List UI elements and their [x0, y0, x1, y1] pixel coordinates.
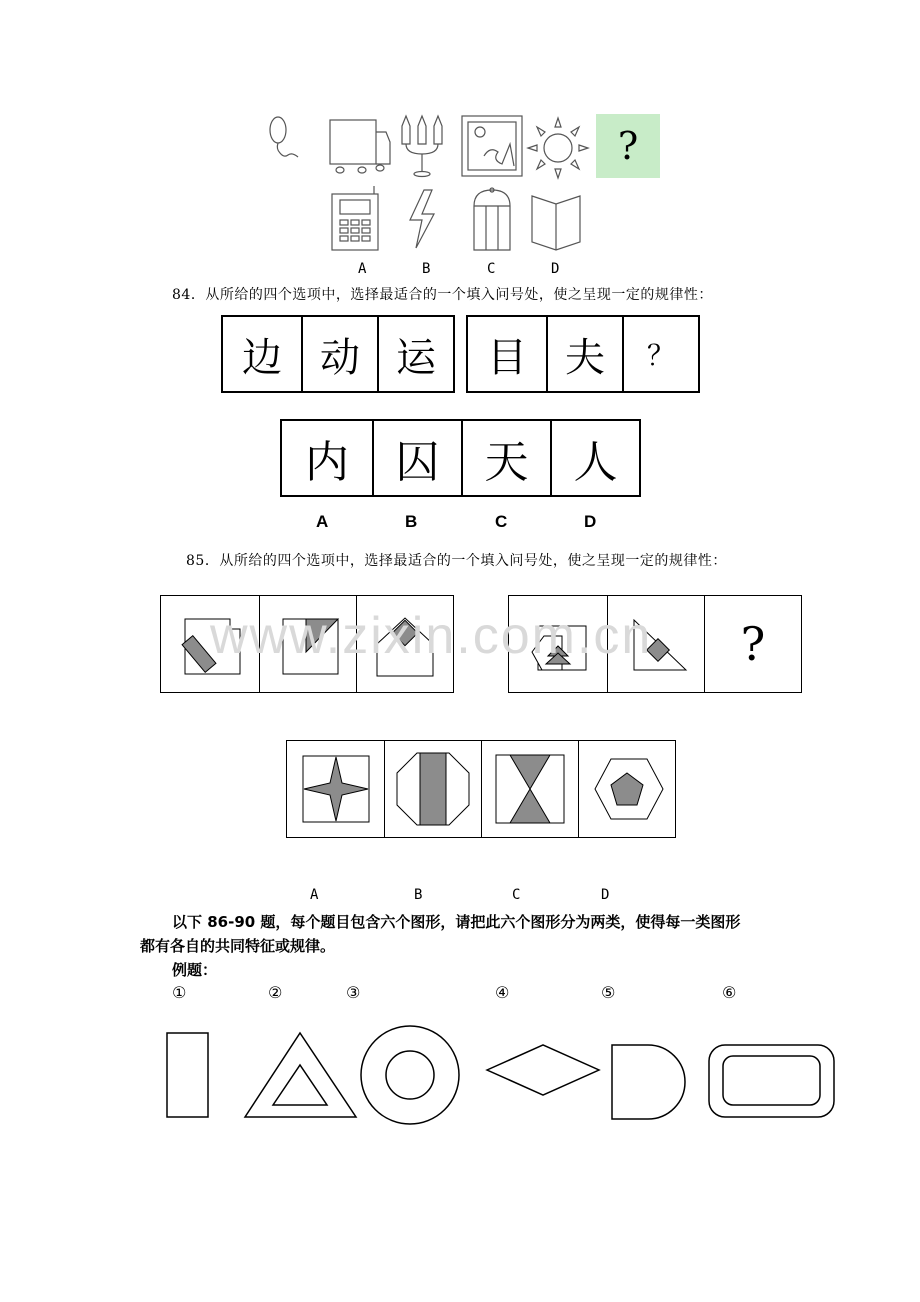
q84-group1-cell: 边 [242, 334, 282, 381]
candelabra-icon [402, 116, 442, 177]
q85-choice[interactable] [384, 741, 481, 837]
hourglass-icon [490, 749, 570, 829]
balloon-icon [270, 117, 298, 157]
q84-option-b[interactable]: B [405, 512, 418, 531]
example-number: ① [172, 983, 187, 1002]
q84-prompt [172, 284, 713, 304]
example-number: ② [268, 983, 283, 1002]
q84-option-d[interactable]: D [584, 512, 597, 531]
q83-option-b[interactable]: B [422, 261, 431, 277]
q83-question-mark: ? [617, 124, 639, 168]
q83-sequence [262, 110, 662, 186]
q83-option-d[interactable]: D [551, 261, 560, 277]
q85-option-b[interactable]: B [414, 887, 423, 903]
example-label: 例题： [172, 961, 218, 979]
q85-option-c[interactable]: C [512, 887, 521, 903]
q84-group2 [466, 315, 700, 393]
q84-group1-cell: 运 [377, 317, 453, 391]
q84-prompt-text: 从所给的四个选项中，选择最适合的一个填入问号处，使之呈现一定的规律性： [205, 287, 713, 303]
example-shapes [160, 1025, 840, 1125]
example-number: ④ [495, 983, 510, 1002]
q85-option-a[interactable]: A [310, 887, 319, 903]
q84-option-c[interactable]: C [495, 512, 508, 531]
q85-option-d[interactable]: D [601, 887, 610, 903]
rectangle-shape [167, 1033, 208, 1117]
q84-choices [280, 419, 641, 497]
nested-triangle-shape [245, 1033, 356, 1117]
watermark: www.zixin.com.cn [210, 607, 653, 665]
phone-icon [332, 186, 378, 250]
q84-group1-cell: 动 [301, 317, 377, 391]
ring-shape [361, 1026, 459, 1124]
q85-choice[interactable] [481, 741, 578, 837]
d-shape [612, 1045, 685, 1119]
book-icon [532, 196, 580, 250]
square-star-icon [296, 749, 376, 829]
q83-option-a[interactable]: A [358, 261, 367, 277]
q84-group2-cell: 夫 [546, 317, 622, 391]
lightning-icon [410, 190, 434, 248]
q84-question-cell: ？ [622, 317, 698, 391]
q84-choice[interactable]: 内 [305, 437, 349, 488]
octagon-bar-icon [393, 749, 473, 829]
birdcage-icon [474, 188, 510, 250]
example-number: ⑤ [601, 983, 616, 1002]
example-figures [160, 1025, 840, 1125]
section-intro-line2: 都有各自的共同特征或规律。 [140, 937, 336, 955]
section-intro-line1: 以下 86-90 题，每个题目包含六个图形，请把此六个图形分为两类，使得每一类图形 [172, 913, 741, 931]
q85-choice[interactable] [287, 741, 384, 837]
q83-options [320, 184, 590, 254]
q85-prompt-text: 从所给的四个选项中，选择最适合的一个填入问号处，使之呈现一定的规律性： [219, 553, 727, 569]
q84-group1 [221, 315, 455, 393]
sun-icon [528, 118, 588, 178]
q85-question-mark: ? [740, 617, 766, 671]
q84-group2-cell: 目 [487, 334, 527, 381]
q85-prompt [186, 550, 727, 570]
q84-number: 84． [172, 287, 206, 303]
q85-number: 85． [186, 553, 220, 569]
example-number: ③ [346, 983, 361, 1002]
q83-option-figures [320, 184, 590, 254]
q84-choice[interactable]: 囚 [372, 421, 461, 495]
q85-question-cell [704, 596, 801, 692]
truck-icon [330, 120, 390, 173]
diamond-shape [487, 1045, 599, 1095]
pentagon-hexagon-icon [587, 749, 667, 829]
q85-choices [286, 740, 676, 838]
q84-option-a[interactable]: A [316, 512, 329, 531]
nested-rounded-rect-shape [709, 1045, 834, 1117]
picture-frame-icon [462, 116, 522, 176]
q84-choice[interactable]: 天 [461, 421, 550, 495]
q85-choice[interactable] [578, 741, 675, 837]
example-number: ⑥ [722, 983, 737, 1002]
q83-option-c[interactable]: C [487, 261, 496, 277]
q84-choice[interactable]: 人 [550, 421, 639, 495]
